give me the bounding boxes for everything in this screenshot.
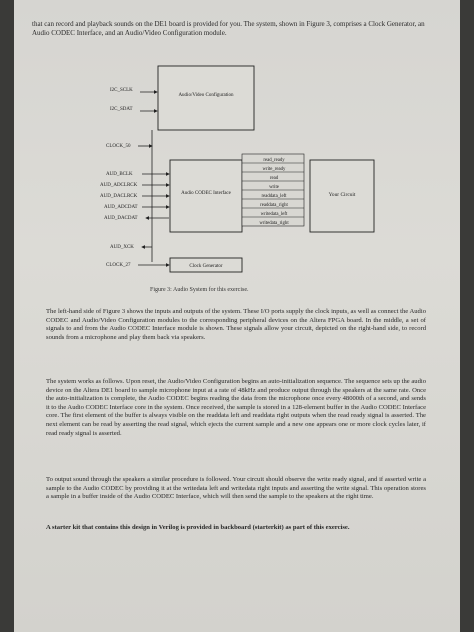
signal-readdata-right: readdata_right xyxy=(260,203,288,208)
paragraph-3: To output sound through the speakers a similar procedure is followed. Your circuit should observe the write ready signal, and if asserted write a sample to the Audio CODEC by providing it at the writedata left and writedata right inputs and asserting the write signal. This operation stores a sample in a buffer inside of the Audio CODEC Interface, which will then send the sample to the speakers at the right time. xyxy=(46,476,426,501)
signal-i2c-sdat: I2C_SDAT xyxy=(110,107,133,112)
signal-aud-adcdat: AUD_ADCDAT xyxy=(104,205,138,210)
signal-aud-adclrck: AUD_ADCLRCK xyxy=(100,183,138,188)
signal-i2c-sclk: I2C_SCLK xyxy=(110,88,133,93)
paragraph-1: The left-hand side of Figure 3 shows the inputs and outputs of the system. These I/O ports supply the clock inputs, as well as connect the Audio CODEC and Audio/Video Configuration modules to the corresponding peripheral devices on the Altera FPGA board. In the middle, a set of signals to and from the Audio CODEC Interface module is shown. These signals allow your circuit, depicted on the right-hand side, to record sounds from a microphone and play them back via speakers. xyxy=(46,308,426,341)
avc-block xyxy=(158,66,254,130)
signal-read-ready: read_ready xyxy=(263,158,285,163)
signal-writedata-left: writedata_left xyxy=(260,212,288,217)
your-circuit-label: Your Circuit xyxy=(328,192,356,198)
signal-read: read xyxy=(269,176,279,181)
clock-generator-label: Clock Generator xyxy=(189,264,223,269)
signal-clock-27: CLOCK_27 xyxy=(106,263,131,268)
signal-aud-bclk: AUD_BCLK xyxy=(106,172,133,177)
signal-writedata-right: writedata_right xyxy=(259,221,289,226)
signal-aud-dacdat: AUD_DACDAT xyxy=(104,216,138,221)
signal-aud-xck: AUD_XCK xyxy=(110,245,134,250)
signal-write-ready: write_ready xyxy=(262,167,286,172)
paragraph-2: The system works as follows. Upon reset, the Audio/Video Configuration begins an auto-initialization sequence. The sequence sets up the audio device on the Altera DE1 board to sample microphone input at a rate of 48kHz and produce output through the speakers at the same rate. Once the auto-initialization is complete, the Audio CODEC begins reading the data from the microphone once every 48000th of a second, and sends it to the Audio CODEC Interface core in the system. Once received, the sample is stored in a 128-element buffer in the Audio CODEC Interface core. The first element of the buffer is always visible on the readdata left and readdata right outputs when the read ready signal is asserted. The next element can be read by asserting the read signal, which ejects the current sample and a new one appears one or more clock cycles later, if read ready signal is asserted. xyxy=(46,378,427,437)
signal-aud-daclrck: AUD_DACLRCK xyxy=(100,194,138,199)
paragraph-4: A starter kit that contains this design in Verilog is provided in backboard (starterkit) as part of this exercise. xyxy=(46,524,350,531)
intro-paragraph: that can record and playback sounds on the DE1 board is provided for you. The system, shown in Figure 3, comprises a Clock Generator, an Audio CODEC Interface, and an Audio/Video Configuration module. xyxy=(32,20,425,37)
avc-label: Audio/Video Configuration xyxy=(178,93,234,98)
signal-clock-50: CLOCK_50 xyxy=(106,144,131,149)
signal-readdata-left: readdata_left xyxy=(261,194,287,199)
codec-block xyxy=(170,160,242,232)
signal-write: write xyxy=(269,185,279,190)
figure-caption: Figure 3: Audio System for this exercise. xyxy=(150,287,249,293)
codec-label: Audio CODEC Interface xyxy=(181,191,231,196)
